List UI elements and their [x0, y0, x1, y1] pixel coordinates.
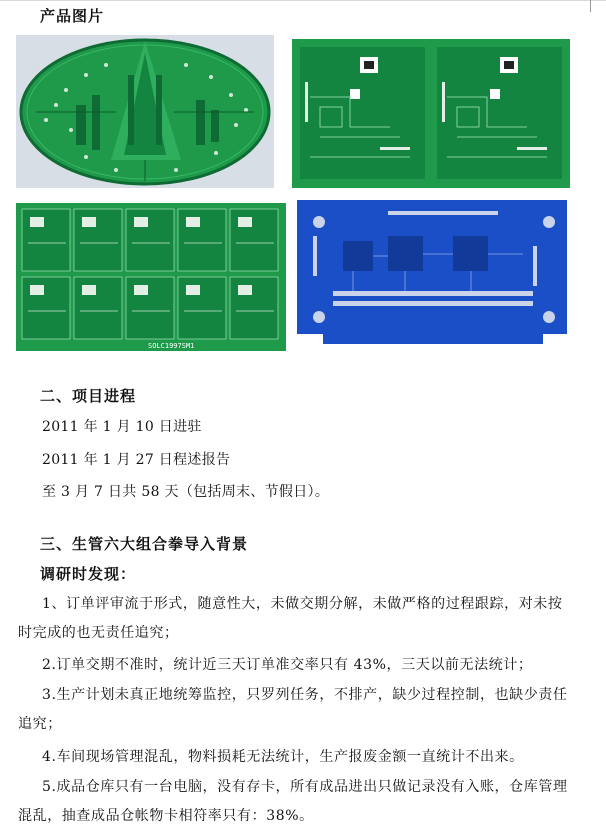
progress-line-2: 2011 年 1 月 27 日程述报告	[42, 452, 231, 468]
finding-item-3: 3.生产计划未真正地统筹监控，只罗列任务，不排产，缺少过程控制，也缺少责任追究；	[18, 687, 568, 732]
background-heading: 三、生管六大组合拳导入背景	[40, 535, 249, 553]
green-panel-pcb-photo	[290, 37, 572, 190]
blue-pcb-photo	[293, 196, 571, 348]
top-border	[0, 0, 606, 1]
progress-heading: 二、项目进程	[40, 387, 137, 405]
round-green-pcb-photo	[16, 35, 274, 188]
page-corner-mark	[590, 0, 591, 12]
finding-item-4: 4.车间现场管理混乱，物料损耗无法统计，生产报废金额一直统计不出来。	[42, 749, 524, 765]
array-silkscreen-text: SOLC1997SM1	[148, 342, 195, 350]
progress-line-3: 至 3 月 7 日共 58 天（包括周末、节假日）。	[42, 484, 330, 500]
finding-item-2: 2.订单交期不准时，统计近三天订单准交率只有 43%，三天以前无法统计；	[42, 657, 533, 673]
progress-line-1: 2011 年 1 月 10 日进驻	[42, 419, 202, 435]
finding-item-5: 5.成品仓库只有一台电脑，没有存卡，所有成品进出只做记录没有入账，仓库管理混乱，抽查成品仓帐物卡相符率只有：38%。	[18, 779, 568, 824]
green-array-pcb-photo	[16, 203, 286, 351]
background-subtitle: 调研时发现：	[40, 565, 137, 583]
pictures-heading: 产品图片	[40, 7, 105, 25]
finding-item-1: 1、订单评审流于形式，随意性大，未做交期分解，未做严格的过程跟踪，对未按时完成的也无责任追究；	[18, 596, 563, 641]
